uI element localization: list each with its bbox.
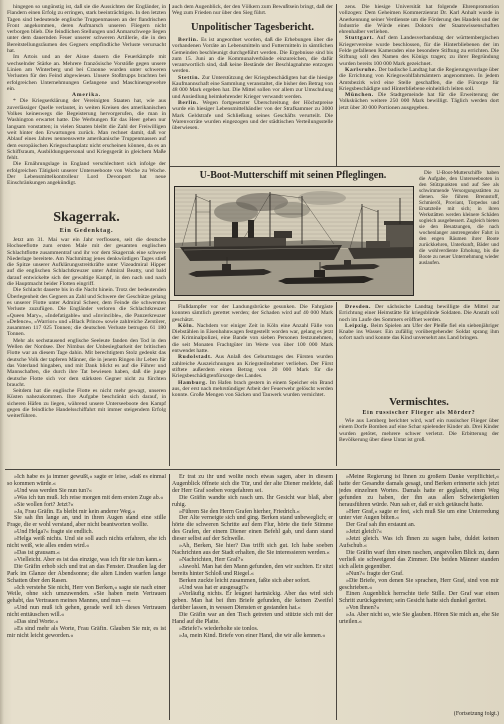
story-paragraph: Die Gräfin war an den Tisch getreten und stützte sich mit der Hand auf die Platte.: [172, 612, 333, 626]
dateline: Karlsruhe.: [345, 66, 377, 73]
story-paragraph: »Ja. Aber nicht so, wie Sie glauben. Hören Sie mich an, ehe Sie urteilen.«: [339, 612, 499, 626]
news-item: [172, 323, 333, 354]
u-boat-illustration: [174, 186, 414, 296]
story-paragraph: Er trat zu ihr und wollte noch etwas sagen, aber in diesem Augenblick öffnete sich die Tür, und der alte Diener meldete, daß der Herr Graf soeben vorgefahren sei.: [172, 474, 333, 494]
news-text: Beim Spielen am Ufer der Pleiße fiel ein siebenjähriger Knabe ins Wasser. Ein zufällig vorübergehender Soldat sprang ihm sofort nach und konnte das Kind unversehrt ans Land bringen.: [339, 322, 499, 342]
news-text: Aus Anlaß des Geburtstages des Fürsten wurden zahlreiche Auszeichnungen an Kriegsteilnehmer verliehen. Der Fürst stiftete außerdem einen Betrag von 20 000 Mark für die Kriegsbeschädigtenfürsorge des Landes.: [172, 354, 333, 380]
story-paragraph: »Nachrichten, Herr Graf?«: [179, 556, 244, 563]
story-paragraph: »Das sind Worte.«: [14, 619, 59, 626]
serial-story-column-middle: [172, 474, 333, 720]
story-paragraph: »Was ich tun muß. Ich reise morgen mit dem ersten Zuge ab.«: [14, 494, 164, 501]
story-paragraph: »Und nun muß ich gehen, gerade weil ich dieses Vertrauen nicht enttäuschen will.«: [7, 605, 166, 619]
dateline: Köln.: [178, 322, 195, 329]
mother-ship-funnel: [248, 220, 254, 238]
article-paragraph: zens. Die hiesige Universität hat folgende Ehrenpromotion vollzogen: Dem Geheimen Kommerzienrat Dr. Karl Anhalt wurde in Anerkennung seiner Verdienste um die Förderung des Handels und der Industrie die Würde eines Doktors der Staatswissenschaften ehrenhalber verliehen.: [339, 4, 499, 36]
dateline: München.: [345, 92, 374, 99]
news-item: [339, 92, 499, 111]
story-paragraph: »Jawohl. Man hat den Mann gefunden, den wir suchten. Er sitzt bereits hinter Schloß und Riegel.«: [172, 563, 333, 577]
skagerrak-headline: Skagerrak.: [53, 210, 120, 225]
story-paragraph: »Helga weiß nichts. Und sie soll auch nichts erfahren, ehe ich nicht weiß, wie alles enden wird.«: [7, 536, 166, 550]
story-paragraph: »Führen Sie den Herrn Grafen hierher, Friedrich.«: [179, 508, 300, 515]
skagerrak-subtitle: Ein Gedenktag.: [59, 227, 114, 234]
story-paragraph: »Und Helga?« fragte sie endlich.: [14, 529, 94, 536]
mother-ship-funnel: [232, 222, 238, 238]
tagesbericht-headline: Unpolitischer Tagesbericht.: [191, 22, 314, 33]
news-item: [172, 75, 333, 100]
illustration-side-text: [419, 170, 499, 298]
story-paragraph: »Vielleicht. Aber es ist das einzige, was ich für sie tun kann.«: [14, 556, 162, 563]
dateline: Stettin.: [178, 74, 201, 81]
column-rule: [336, 474, 337, 720]
news-item: [172, 100, 333, 131]
story-paragraph: »Briefe?« wiederholte sie tonlos.: [179, 625, 259, 632]
story-paragraph: »Und was hat er ausgesagt?«: [179, 584, 249, 591]
story-paragraph: »Ja, mein Kind. Briefe von einer Hand, die wir alle kennen.«: [179, 632, 326, 639]
story-paragraph: »Vorläufig nichts. Er leugnet hartnäckig. Aber das wird sich geben. Man hat bei ihm Briefe gefunden, die keinen Zweifel darüber lassen, in wessen Diensten er gestanden hat.«: [172, 591, 333, 612]
tagesbericht-column: [172, 37, 333, 163]
dateline: Dresden.: [345, 304, 371, 310]
news-text: Der badische Landtag hat die Regierungsvorlage über die Errichtung von Kriegswohlfahrtsämtern angenommen. In jedem Amtsbezirk wird eine Stelle geschaffen, die die Fürsorge für Kriegsbeschädigte und Hinterbliebene einheitlich leiten soll.: [339, 66, 499, 92]
article-paragraph: auch dem Augenblick, der den Völkern zum Bewußtsein bringt, daß der Weg zum Frieden nur über den Sieg führt.: [172, 4, 333, 17]
article-paragraph: * Die Kriegserklärung der Vereinigten Staaten hat, wie aus zuverlässiger Quelle verlautet, in weiten Kreisen des amerikanischen Volkes keineswegs die Begeisterung hervorgerufen, die man in Washington erwartet hatte. Die Werbungen für das Heer gehen nur langsam vonstatten; in vielen Staaten bleibt die Zahl der Freiwilligen weit hinter den Erwartungen zurück. Man rechnet damit, daß vor Ablauf eines Jahres nennenswerte amerikanische Truppenmassen auf dem europäischen Kriegsschauplatz nicht erscheinen können, da es an Schiffsraum, Ausbildungspersonal und Kriegsgerät in gleichem Maße fehlt.: [7, 98, 166, 162]
story-paragraph: »Die Briefe, von denen Sie sprachen, Herr Graf, sind von mir geschrieben.«: [339, 577, 499, 591]
second-ship-hull: [348, 247, 414, 259]
story-paragraph: Die Gräfin erhob sich und trat an das Fenster. Draußen lag der Park im Glanze der Abendsonne; die alten Linden warfen lange Schatten über den Rasen.: [7, 563, 166, 584]
news-text: Der sächsische Landtag bewilligte die Mittel zur Errichtung einer Heimstätte für kriegsblinde Soldaten. Die Anstalt soll noch im Laufe des Sommers eröffnet werden.: [339, 304, 499, 323]
u-boat-conning-tower: [314, 270, 325, 277]
mother-ship-hull: [180, 245, 342, 261]
story-paragraph: »Meine Regierung ist Ihnen zu großem Danke verpflichtet,« hatte der Gesandte damals gesagt, und Berken erinnerte sich jetzt jedes einzelnen Wortes. Damals hatte er geglaubt, einen Weg gefunden zu haben, der ihn aus allen Schwierigkeiten herausführen würde. Nun sah er, daß er sich getäuscht hatte.: [339, 474, 499, 508]
article-paragraph: Flußdampfer vor der Landungsbrücke gesunken. Die Fahrgäste konnten sämtlich gerettet werden; der Schaden wird auf 40 000 Mark geschätzt.: [172, 304, 333, 323]
article-paragraph: Seitdem hat die englische Flotte es nicht mehr gewagt, unseren Küsten nahezukommen. Ihre Aufgabe beschränkt sich darauf, in sicheren Häfen zu liegen, während unsere Unterseeboote den Kampf gegen die feindliche Handelsschiffahrt mit immer steigendem Erfolg weiterführen.: [7, 388, 166, 420]
story-paragraph: »Herr Graf,« sagte er fest, »ich muß Sie um eine Unterredung unter vier Augen bitten.«: [339, 508, 499, 522]
section-rule: [170, 300, 500, 301]
vermischtes-subtitle: Ein russischer Flieger als Mörder?: [362, 410, 476, 416]
story-paragraph: »Ich verstehe Sie nicht, Herr von Berken,« sagte sie nach einer Weile, ohne sich umzuwenden. »Sie haben mein Vertrauen gehabt, das Vertrauen meines Mannes, und nun —«: [7, 584, 166, 605]
article-paragraph: Mehr als sechstausend englische Seeleute fanden den Tod in den Wellen der Nordsee. Der Nimbus der Unbesiegbarkeit der britischen Flotte war an diesem Tage dahin. Mit berechtigtem Stolz gedenkt das deutsche Volk der tapferen Männer, die in jenem Ringen ihr Leben für das Vaterland hingaben, und mit Dank blickt es auf die Führer und Mannschaften, die durch ihre Tat bewiesen haben, daß die junge deutsche Flotte sich vor dem stärksten Gegner nicht zu fürchten braucht.: [7, 337, 166, 388]
story-paragraph: »Ich habe es ja immer gewußt,« sagte er leise, »daß es einmal so kommen würde.«: [7, 474, 166, 487]
news-item: [339, 67, 499, 92]
skagerrak-article: [7, 237, 166, 466]
news-text: Die Stadtgemeinde hat für die Erweiterung der Volksküchen weitere 250 000 Mark bewilligt. Täglich werden dort jetzt über 30 000 Portionen ausgegeben.: [339, 92, 499, 111]
quay-building: [386, 224, 414, 248]
news-item: [339, 35, 499, 66]
u-boat-conning-tower: [222, 264, 231, 271]
mother-ship-bridge: [274, 231, 292, 238]
story-paragraph: Einen Augenblick herrschte tiefe Stille. Der Graf war einen Schritt zurückgetreten; sein Gesicht hatte sich dunkel gerötet.: [339, 591, 499, 605]
dateline: Hamburg.: [178, 379, 208, 386]
previous-article-end: [172, 4, 333, 18]
smoke-cloud: [274, 202, 310, 218]
news-text: Zur Unterstützung der Kriegsbeschädigten hat die hiesige Kaufmannschaft eine Sammlung veranstaltet, die bisher den Betrag von 48 000 Mark ergeben hat. Die Mittel sollen vor allem zur Umschulung und Ansiedlung heimkehrender Krieger verwandt werden.: [172, 74, 333, 100]
second-ship-superstructure: [366, 241, 390, 248]
u-boat-conning-tower: [344, 260, 351, 265]
story-paragraph: Berken zuckte leicht zusammen, faßte sich aber sofort.: [179, 577, 311, 584]
news-item: [172, 37, 333, 75]
story-paragraph: »Es sind mehr als Worte, Frau Gräfin. Glauben Sie mir, es ist mir nicht leicht geworden.«: [7, 625, 166, 639]
news-item: [339, 304, 499, 323]
feuilleton-rule: [5, 469, 500, 470]
story-paragraph: »Jetzt gleich?«: [346, 529, 382, 536]
dateline: Rudolstadt.: [178, 354, 213, 361]
dateline: Berlin.: [178, 37, 199, 43]
article-paragraph: Wie aus Lemberg berichtet wird, warf ein russischer Flieger über einem Dorfe Bomben auf eine Schar spielender Kinder ab. Drei Kinder wurden getötet, mehrere schwer verletzt. Die Erbitterung der Bevölkerung über diese Untat ist groß.: [339, 418, 499, 443]
section-rule: [170, 166, 500, 167]
illustration-title: U-Boot-Mutterschiff mit seinen Pfleglingen.: [199, 170, 387, 181]
news-text: Wegen fortgesetzter Überschreitung der Höchstpreise wurde ein hiesiger Lebensmittelhändler von der Strafkammer zu 3000 Mark Geldstrafe und Schließung seines Geschäfts verurteilt. Die Warenvorräte wurden eingezogen und der städtischen Verteilungsstelle überwiesen.: [172, 99, 333, 132]
dateline: Berlin.: [178, 99, 199, 106]
news-text: Nachdem vor einiger Zeit in Köln eine Anzahl Fälle von Diebstählen in Eisenbahnwagen festgestellt worden war, gelang es jetzt der Kriminalpolizei, eine Bande von sieben Personen festzunehmen, die seit Monaten Frachtgüter im Werte von über 100 000 Mark entwendet hatte.: [172, 322, 333, 355]
article-paragraph: Die Schlacht dauerte bis in die Nacht hinein. Trotz der bedeutenden Überlegenheit des Gegners an Zahl und Schwere der Geschütze gelang es unserer Flotte unter Admiral Scheer, dem Feinde die schwersten Verluste zuzufügen. Die Engländer verloren die Schlachtkreuzer »Queen Mary«, »Indefatigable« und »Invincible«, die Panzerkreuzer »Defence«, »Warrior« und »Black Prince« sowie zahlreiche Zerstörer, zusammen 117 025 Tonnen; die deutschen Verluste betrugen 61 180 Tonnen.: [7, 287, 166, 338]
news-item: [339, 323, 499, 342]
news-item: [172, 380, 333, 399]
story-paragraph: Der Alte verneigte sich und ging. Berken stand unbeweglich; er hörte die schweren Schritte auf dem Flur, hörte die tiefe Stimme des Grafen, der einem Diener einen Befehl gab, und dann stand dieser selbst auf der Schwelle.: [172, 515, 333, 543]
column-rule: [336, 4, 337, 166]
story-paragraph: »Das ist grausam.«: [14, 549, 60, 556]
column-rule: [169, 474, 170, 720]
column-rule: [169, 4, 170, 466]
illustration-description: Die U-Boot-Mutterschiffe haben die Aufgabe, den Unterseebooten in den Stützpunkten und auf See als schwimmende Versorgungsstätten zu dienen. Sie führen Brennstoff, Schmieröl, Proviant, Torpedos und Ersatzteile mit sich; in ihren Werkstätten werden kleinere Schäden sogleich ausgebessert. Zugleich bieten sie den Besatzungen, die nach wochenlanger anstrengender Fahrt in den engen Räumen ihrer Boote zurückkehren, Unterkunft, Bäder und die wohlverdiente Erholung, bis die Boote zu neuer Unternehmung wieder auslaufen.: [419, 170, 499, 266]
serial-story-column-right: [339, 474, 499, 710]
war-report-column: [7, 4, 166, 208]
story-paragraph: »Sie wollen fort? Jetzt?«: [14, 501, 74, 508]
serial-story-column-left: [7, 474, 166, 720]
vermischtes-article: [339, 418, 499, 466]
article-paragraph: Die Ernährungslage in England verschlechtert sich infolge der erfolgreichen Tätigkeit unserer Unterseeboote von Woche zu Woche. Der Lebensmittelkontrolleur Lord Devonport hat neue Einschränkungen angekündigt.: [7, 161, 166, 187]
news-text: Im Hafen brach gestern in einem Speicher ein Brand aus, der erst nach mehrstündiger Arbeit der Feuerwehr gelöscht werden konnte. Große Mengen von Säcken und Tauwerk wurden vernichtet.: [172, 379, 333, 399]
article-paragraph: Im Artois und an der Aisne dauern die Feuerkämpfe mit wechselnder Stärke an. Mehrere französische Vorstöße gegen unsere Linien am Winterberg und bei Craonne wurden unter schweren Verlusten für den Feind abgewiesen. Unsere Stoßtrupps brachten bei erfolgreichen Unternehmungen Gefangene und Maschinengewehre ein.: [7, 54, 166, 92]
dateline: Leipzig.: [345, 322, 369, 329]
dateline: Stuttgart.: [345, 35, 375, 42]
story-paragraph: »Jetzt gleich. Was ich Ihnen zu sagen habe, duldet keinen Aufschub.«: [339, 536, 499, 550]
news-column-right-lower: [339, 304, 499, 394]
column-rule: [336, 302, 337, 466]
mother-ship-superstructure: [214, 237, 286, 247]
story-paragraph: Die Gräfin warf ihm einen raschen, angstvollen Blick zu, dann verließ sie schweigend das Zimmer. Die beiden Männer standen sich allein gegenüber.: [339, 549, 499, 570]
story-paragraph: »Ah, Berken, Sie hier? Das trifft sich gut. Ich habe soeben Nachrichten aus der Stadt erhalten, die Sie interessieren werden.«: [172, 543, 333, 556]
quay-building-roof: [384, 221, 414, 225]
news-text: Es ist angeordnet worden, daß die Erhebungen über die vorhandenen Vorräte an Lebensmitteln und Futtermitteln in sämtlichen Gemeinden beschleunigt durchgeführt werden. Die Ergebnisse sind bis zum 15. Juni an die Kommunalverbände einzureichen, die dafür verantwortlich sind, daß keine Bestände der Beschlagnahme entzogen werden.: [172, 37, 333, 75]
story-paragraph: »Nun?« fragte der Graf.: [346, 570, 404, 577]
story-paragraph: »Und was werden Sie nun tun?«: [14, 487, 92, 494]
section-heading-amerika: Amerika.: [72, 92, 101, 99]
story-paragraph: »Von Ihnen?«: [346, 605, 380, 612]
continuation-note: (Fortsetzung folgt.): [453, 711, 499, 717]
vermischtes-headline: Vermischtes.: [389, 396, 449, 408]
news-text: Auf dem Landesverbandstag der württembergischen Kriegervereine wurde beschlossen, für die Hinterbliebenen der im Felde gefallenen Kameraden eine besondere Stiftung zu errichten. Die Stiftung soll den Namen des Königs tragen; zu ihrer Begründung wurden bereits 100 000 Mark gezeichnet.: [339, 35, 499, 67]
news-column-middle-lower: [172, 304, 333, 466]
story-paragraph: Der Graf sah ihn erstaunt an.: [346, 522, 416, 529]
news-column-right: [339, 4, 499, 163]
story-paragraph: »Ja, Frau Gräfin. Es bleibt mir kein anderer Weg.«: [14, 508, 136, 515]
article-paragraph: hingegen so ungünstig ist, daß sie die Aussichten der Engländer, in Flandern einen Erfolg zu erringen, stark beeinträchtigen. In den letzten Tagen sind bedeutende englische Truppenmassen an der flandrischen Front angekommen, deren Aufmarsch unseren Fliegern nicht verborgen blieb. Die feindlichen Stellungen und Anmarschwege liegen unter dem dauernden Feuer unserer schweren Artillerie, die in den Bereitstellungsräumen des Gegners empfindliche Verluste verursacht hat.: [7, 4, 166, 55]
story-paragraph: Die Gräfin wandte sich rasch um. Ihr Gesicht war blaß, aber ruhig.: [172, 494, 333, 508]
article-paragraph: Jetzt am 31. Mai war ein Jahr verflossen, seit die deutsche Hochseeflotte zum ersten Male mit der gesamten englischen Schlachtflotte zusammentraf und ihr vor dem Skagerrak eine schwere Niederlage bereitete. Am Nachmittag jenes denkwürdigen Tages stieß die Spitze unserer Aufklärungsstreitkräfte unter Vizeadmiral Hipper auf die englischen Schlachtkreuzer unter Admiral Beatty, und bald darauf entwickelte sich der gewaltige Kampf, in den nach und nach die Hauptmacht beider Flotten eingriff.: [7, 237, 166, 288]
news-item: [172, 354, 333, 379]
story-paragraph: Sie sah ihn lange an, und in ihren Augen stand eine stille Frage, die er wohl verstand, aber nicht beantworten wollte.: [7, 515, 166, 529]
